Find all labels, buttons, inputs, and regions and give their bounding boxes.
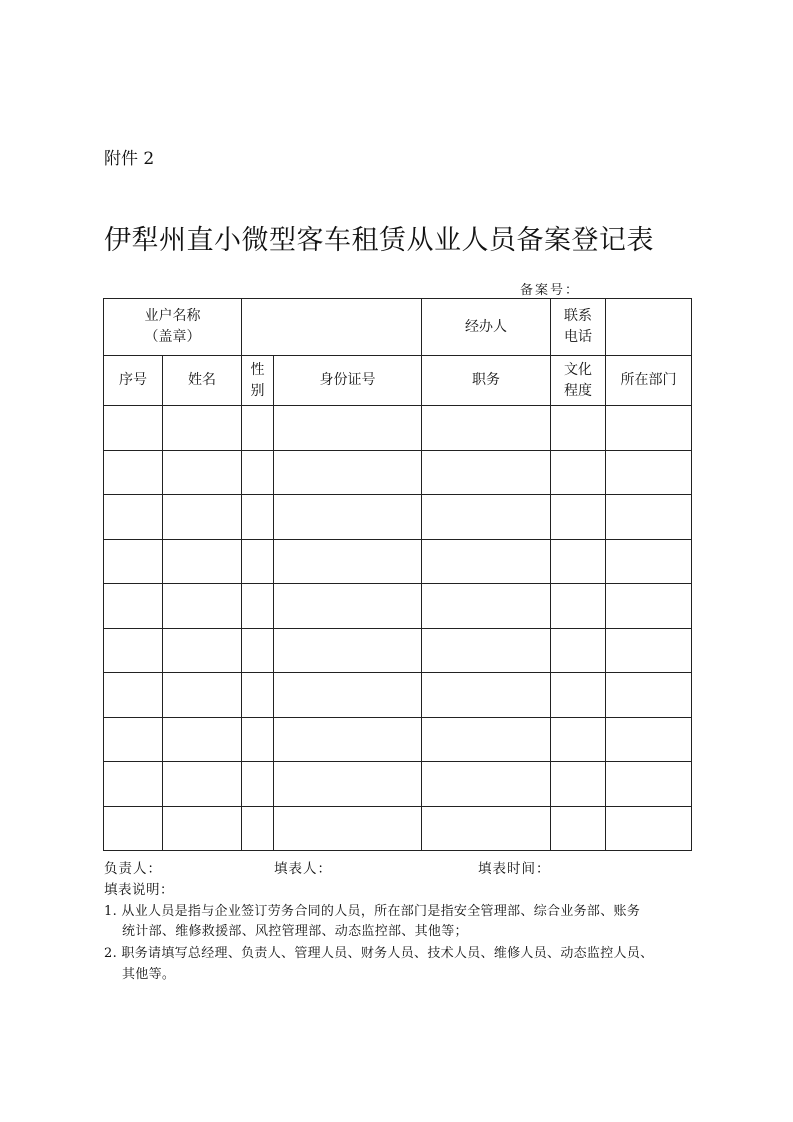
header-department: 所在部门 [606, 356, 692, 406]
cell-name[interactable] [163, 673, 242, 718]
filled-by-label: 填表人： [274, 861, 332, 877]
cell-name[interactable] [163, 806, 242, 851]
header-gender-line2: 别 [250, 382, 265, 399]
record-number-label: 备案号： [520, 283, 581, 298]
cell-id-number[interactable] [274, 539, 422, 584]
cell-seq[interactable] [104, 406, 163, 451]
handler-label: 经办人 [422, 299, 551, 356]
cell-id-number[interactable] [274, 806, 422, 851]
cell-seq[interactable] [104, 584, 163, 629]
cell-name[interactable] [163, 628, 242, 673]
cell-gender[interactable] [242, 406, 274, 451]
cell-id-number[interactable] [274, 673, 422, 718]
cell-name[interactable] [163, 450, 242, 495]
cell-department[interactable] [606, 495, 692, 540]
cell-education[interactable] [551, 717, 606, 762]
phone-label-line2: 电话 [564, 329, 592, 345]
cell-gender[interactable] [242, 584, 274, 629]
cell-position[interactable] [422, 495, 551, 540]
header-id-number: 身份证号 [274, 356, 422, 406]
stamp-note-text: （盖章） [144, 329, 201, 345]
cell-department[interactable] [606, 450, 692, 495]
instruction-1-line2: 统计部、维修救援部、风控管理部、动态监控部、其他等； [122, 924, 468, 939]
business-name-text: 业户名称 [144, 308, 201, 324]
cell-seq[interactable] [104, 673, 163, 718]
cell-id-number[interactable] [274, 717, 422, 762]
cell-gender[interactable] [242, 762, 274, 807]
cell-name[interactable] [163, 406, 242, 451]
cell-department[interactable] [606, 539, 692, 584]
cell-seq[interactable] [104, 628, 163, 673]
cell-name[interactable] [163, 539, 242, 584]
header-education-line1: 文化 [564, 361, 592, 378]
cell-seq[interactable] [104, 450, 163, 495]
form-title: 伊犁州直小微型客车租赁从业人员备案登记表 [104, 225, 654, 256]
cell-department[interactable] [606, 673, 692, 718]
header-position: 职务 [422, 356, 551, 406]
cell-position[interactable] [422, 450, 551, 495]
registration-table [103, 298, 692, 851]
header-education-line2: 程度 [564, 382, 592, 399]
cell-department[interactable] [606, 762, 692, 807]
header-education [551, 356, 606, 406]
header-gender-line1: 性 [250, 361, 265, 378]
cell-education[interactable] [551, 762, 606, 807]
cell-education[interactable] [551, 628, 606, 673]
cell-id-number[interactable] [274, 495, 422, 540]
cell-education[interactable] [551, 406, 606, 451]
cell-gender[interactable] [242, 539, 274, 584]
cell-name[interactable] [163, 717, 242, 762]
column-header-row [104, 356, 692, 406]
cell-position[interactable] [422, 806, 551, 851]
business-name-label [104, 299, 242, 356]
cell-department[interactable] [606, 717, 692, 762]
cell-department[interactable] [606, 806, 692, 851]
instructions-heading: 填表说明： [104, 882, 174, 898]
cell-position[interactable] [422, 673, 551, 718]
cell-gender[interactable] [242, 673, 274, 718]
cell-gender[interactable] [242, 450, 274, 495]
cell-position[interactable] [422, 406, 551, 451]
cell-name[interactable] [163, 762, 242, 807]
cell-education[interactable] [551, 495, 606, 540]
cell-position[interactable] [422, 717, 551, 762]
table-row [104, 806, 692, 851]
instruction-2-line1: 2. 职务请填写总经理、负责人、管理人员、财务人员、技术人员、维修人员、动态监控人员、 [104, 946, 654, 961]
cell-department[interactable] [606, 584, 692, 629]
cell-id-number[interactable] [274, 406, 422, 451]
cell-id-number[interactable] [274, 762, 422, 807]
cell-seq[interactable] [104, 762, 163, 807]
cell-department[interactable] [606, 628, 692, 673]
header-name: 姓名 [163, 356, 242, 406]
cell-seq[interactable] [104, 717, 163, 762]
header-seq: 序号 [104, 356, 163, 406]
table-row [104, 628, 692, 673]
table-row [104, 495, 692, 540]
table-row [104, 406, 692, 451]
cell-name[interactable] [163, 584, 242, 629]
cell-id-number[interactable] [274, 628, 422, 673]
phone-label [551, 299, 606, 356]
cell-education[interactable] [551, 584, 606, 629]
phone-field[interactable] [606, 299, 692, 356]
cell-id-number[interactable] [274, 450, 422, 495]
cell-position[interactable] [422, 539, 551, 584]
cell-gender[interactable] [242, 806, 274, 851]
cell-seq[interactable] [104, 495, 163, 540]
table-row [104, 450, 692, 495]
header-gender [242, 356, 274, 406]
cell-position[interactable] [422, 584, 551, 629]
table-row [104, 584, 692, 629]
cell-education[interactable] [551, 539, 606, 584]
instruction-2-line2: 其他等。 [122, 967, 176, 982]
cell-gender[interactable] [242, 717, 274, 762]
business-name-field[interactable] [242, 299, 422, 356]
table-row [104, 539, 692, 584]
cell-name[interactable] [163, 495, 242, 540]
attachment-label: 附件 2 [104, 149, 155, 169]
cell-gender[interactable] [242, 628, 274, 673]
cell-education[interactable] [551, 806, 606, 851]
cell-position[interactable] [422, 762, 551, 807]
cell-id-number[interactable] [274, 584, 422, 629]
table-row [104, 673, 692, 718]
cell-seq[interactable] [104, 539, 163, 584]
business-info-row [104, 299, 692, 356]
cell-seq[interactable] [104, 806, 163, 851]
cell-gender[interactable] [242, 495, 274, 540]
table-row [104, 762, 692, 807]
instruction-1-line1: 1. 从业人员是指与企业签订劳务合同的人员，所在部门是指安全管理部、综合业务部、账务 [104, 904, 641, 919]
table-row [104, 717, 692, 762]
cell-education[interactable] [551, 673, 606, 718]
cell-position[interactable] [422, 628, 551, 673]
phone-label-line1: 联系 [564, 308, 592, 324]
cell-education[interactable] [551, 450, 606, 495]
responsible-person-label: 负责人： [104, 861, 162, 877]
cell-department[interactable] [606, 406, 692, 451]
fill-date-label: 填表时间： [478, 861, 551, 877]
